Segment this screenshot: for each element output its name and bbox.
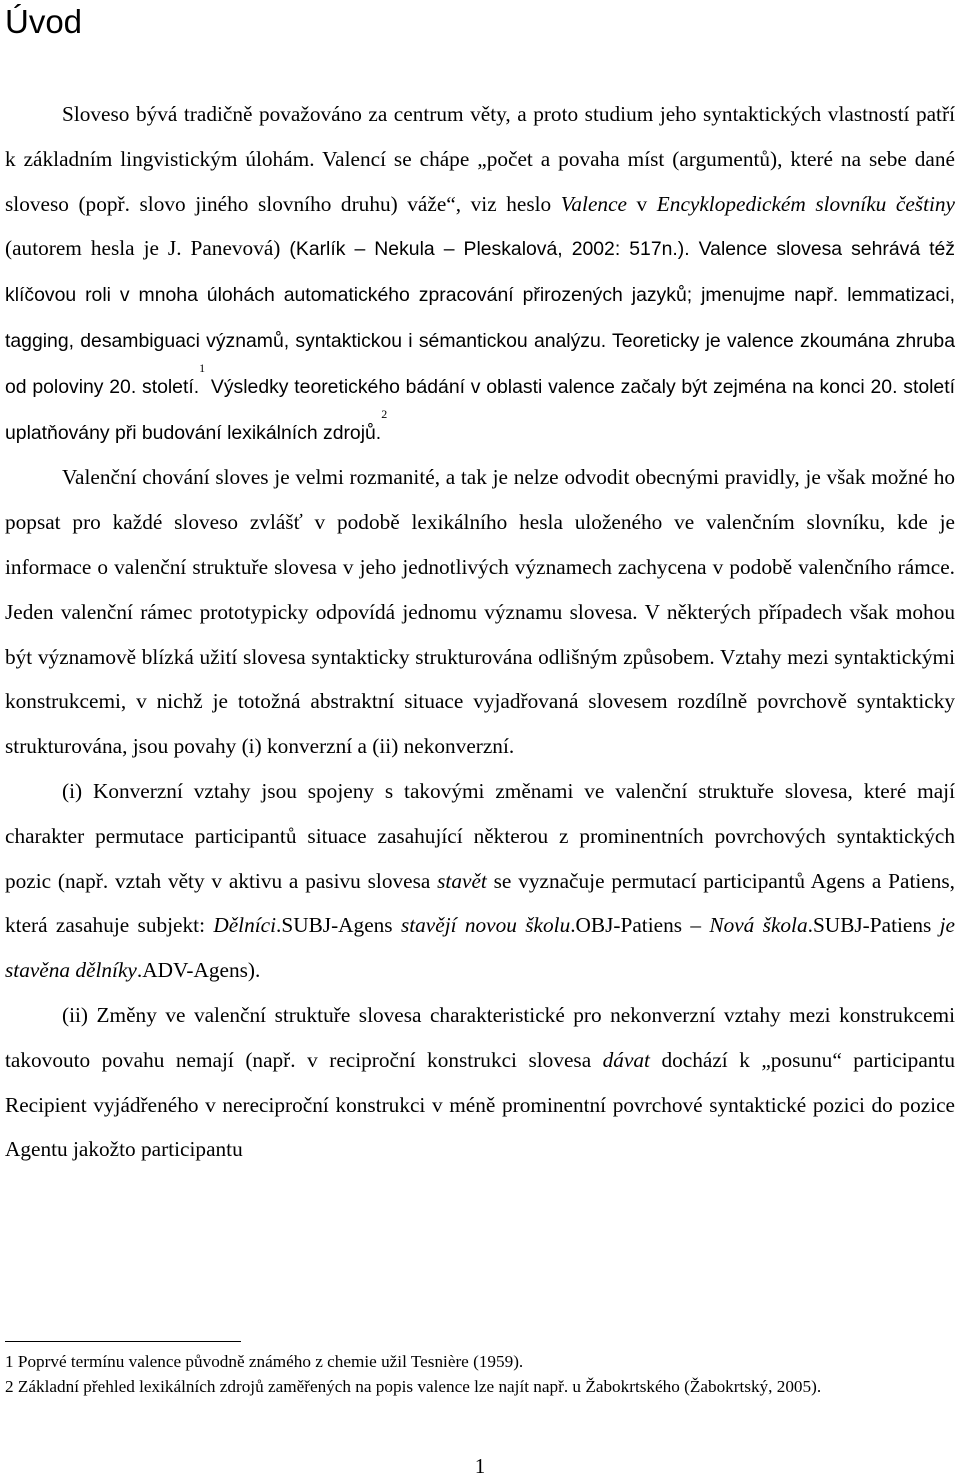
footnote-ref-1[interactable]: 1 — [199, 360, 206, 375]
italic-title: Encyklopedickém slovníku češtiny — [656, 191, 956, 216]
footnote-2: 2 Základní přehled lexikálních zdrojů zaměřených na popis valence lze najít např. u Žabokrtského (Žabokrtský, 2005). — [5, 1377, 822, 1396]
paragraph-nonconversion — [5, 993, 955, 1172]
text-run: se vyznačuje permutací participantů Agens a Patiens, která zasahuje subjekt: — [5, 868, 955, 938]
italic-term: Valence — [560, 191, 627, 216]
italic-example: dávat — [602, 1047, 650, 1072]
text-run: .OBJ-Patiens – — [570, 913, 710, 938]
italic-example: stavějí novou školu — [400, 913, 571, 938]
text-run: .SUBJ-Agens — [276, 913, 401, 938]
paragraph-valency-behaviour: Valenční chování sloves je velmi rozmanité, a tak je nelze odvodit obecnými pravidly, je však možné ho popsat pro každé sloveso zvlášť v podobě lexikálního hesla uloženého ve valenčním slovníku, kde je informace o valenční struktuře slovesa v jeho jednotlivých významech zachycena v podobě valenčního rámce. Jeden valenční rámec prototypicky odpovídá jednomu významu slovesa. V některých případech však mohou být významově blízká užití slovesa syntakticky strukturována odlišným způsobem. Vztahy mezi syntaktickými konstrukcemi, v nichž je totožná abstraktní situace vyjadřovaná slovesem rozdílně povrchově syntakticky strukturována, jsou povahy (i) konverzní a (ii) nekonverzní. — [5, 465, 955, 759]
footnote-1: 1 Poprvé termínu valence původně známého z chemie užil Tesnière (1959). — [5, 1352, 524, 1371]
main-text — [5, 92, 955, 1172]
footnotes — [5, 1349, 955, 1399]
italic-example: Dělníci — [213, 913, 277, 938]
page-number: 1 — [474, 1454, 486, 1478]
italic-example: Nová škola — [709, 913, 808, 938]
text-run: (ii) Změny ve valenční struktuře slovesa charakteristické pro nekonverzní vztahy mezi konstrukcemi takovouto povahu nemají (např. v reciproční konstrukci slovesa — [5, 1002, 955, 1072]
footnote-ref-2[interactable]: 2 — [381, 406, 388, 421]
text-run: .ADV-Agens). — [136, 958, 261, 983]
text-run: (autorem hesla je J. Panevová) — [5, 236, 281, 261]
italic-example: je stavěna dělníky — [5, 913, 956, 983]
paragraph-intro — [5, 92, 955, 455]
page-heading: Úvod — [5, 3, 83, 40]
text-run: dochází k „posunu“ participantu Recipient vyjádřeného v nereciproční konstrukci v méně prominentní povrchové syntaktické pozici do pozice Agentu jakožto participantu — [5, 1047, 955, 1162]
text-run-sans: Výsledky teoretického bádání v oblasti valence začaly být zejména na konci 20. století uplatňovány při budování lexikálních zdrojů. — [5, 375, 955, 444]
text-run: Sloveso bývá tradičně považováno za centrum věty, a proto studium jeho syntaktických vlastností patří k základním lingvistickým úlohám. Valencí se chápe „počet a povaha míst (argumentů), které na sebe dané sloveso (popř. slovo jiného slovního druhu) váže“, viz heslo — [5, 102, 955, 216]
footnote-separator — [5, 1341, 241, 1342]
text-run: .SUBJ-Patiens — [807, 913, 940, 938]
paragraph-conversion — [5, 769, 955, 993]
text-run-sans: (Karlík – Nekula – Pleskalová, 2002: 517n.). Valence slovesa sehrává též klíčovou roli v mnoha úlohách automatického zpracování přirozených jazyků; jmenujme např. lemmatizaci, tagging, desambiguaci významů, syntaktickou i sémantickou analýzu. Teoreticky je valence zkoumána zhruba od poloviny 20. století. — [5, 238, 955, 398]
italic-example: stavět — [437, 868, 487, 893]
text-run: v — [626, 191, 657, 216]
text-run: (i) Konverzní vztahy jsou spojeny s takovými změnami ve valenční struktuře slovesa, které mají charakter permutace participantů situace zasahující některou z prominentních povrchových syntaktických pozic (např. vztah věty v aktivu a pasivu slovesa — [5, 778, 955, 893]
